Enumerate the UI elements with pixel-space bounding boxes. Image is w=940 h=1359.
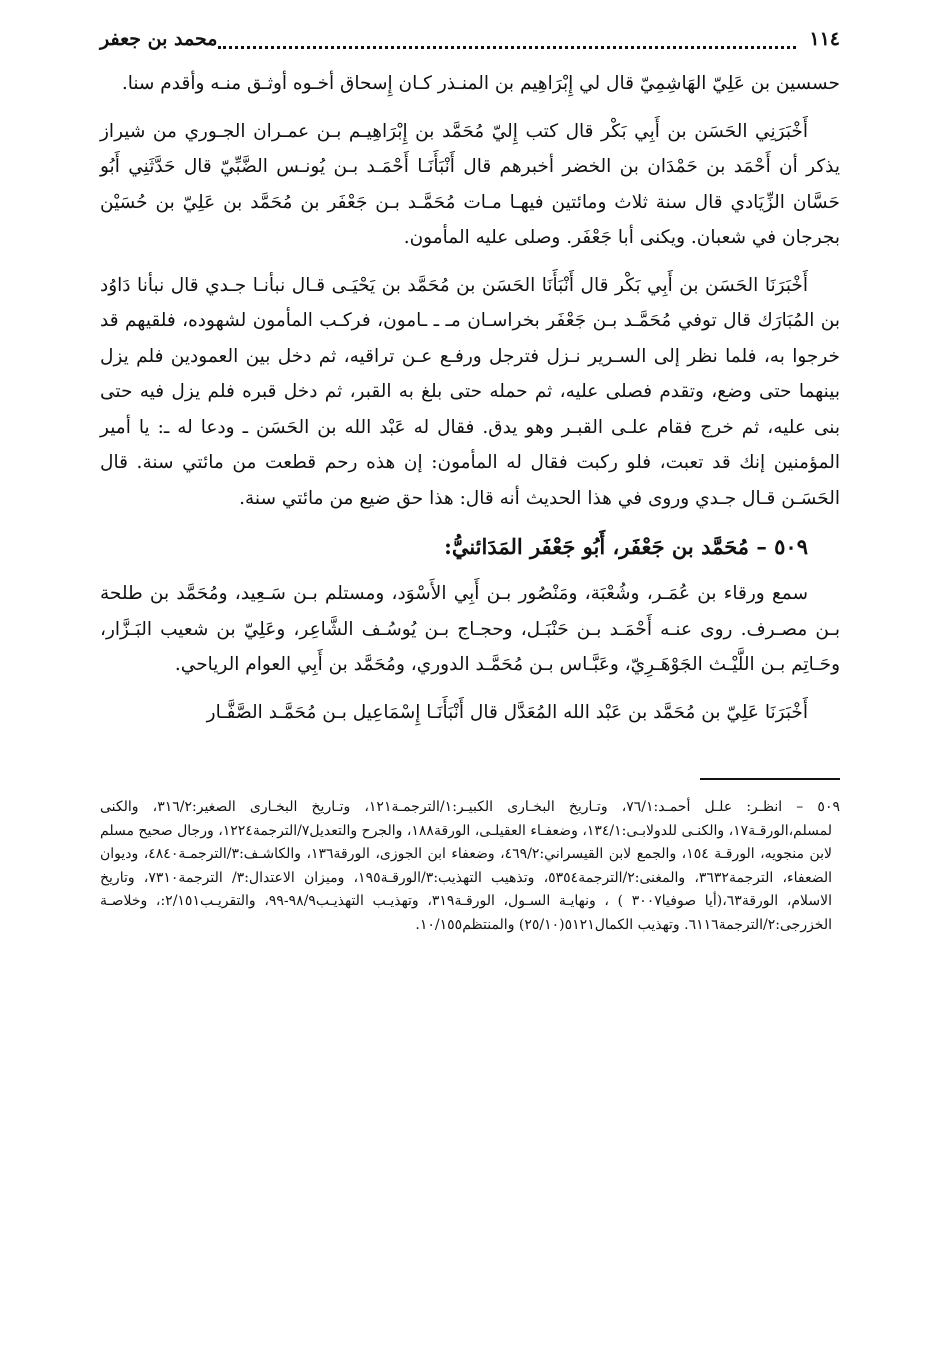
entry-paragraph: سمع ورقاء بن عُمَـر، وشُعْبَة، ومَنْصُور بـن أَبِي الأَسْوَد، ومستلم بـن سَـعِيد، ومُحَمَّد بن طلحة بـن مصـرف. روى عنـه أَحْمَـد بـن حَنْبَـل، وحجـاج بـن يُوسُـف الشَّاعِر، وعَلِيّ بن شعيب البَـزَّار، وحَـاتِم بـن اللَّيْـث الجَوْهَـرِيّ، وعَبَّـاس بـن مُحَمَّـد الدوري، ومُحَمَّد بن أَبِي العوام الرياحي. — [100, 583, 840, 675]
footnote: ٥٠٩ – انظـر: علـل أحمـد:٧٦/١، وتـاريخ البخـارى الكبيـر:١/الترجمـة١٢١، وتـاريخ البخـارى الصغير:٣١٦/٢، والكنى لمسلم،الورقـة١٧، والكنـى للدولابـى:١٣٤/١، وضعفـاء العقيلـى، الورقة١٨٨، والجرح والتعديل٧/الترجمة١٢٢٤، ورجال صحيح مسلم لابن منجويه، الورقـة ١٥٤، والجمع لابن القيسراني:٤٦٩/٢، وضعفاء ابن الجوزى، الورقة١٣٦، والكاشـف:٣/الترجمـة٤٨٤٠، وديوان الضعفاء، الترجمة٣٦٣٢، والمغنى:٢/الترجمة٥٣٥٤، وتذهيب التهذيب:٣/الورقـة١٩٥، وميزان الاعتدال:٣/ الترجمة٧٣١٠، وتاريخ الاسلام، الورقة٦٣،(أيا صوفيا٣٠٠٧ ) ، ونهايـة السـول، الورقـة٣١٩، وتهذيـب التهذيـب٩٨/٩-٩٩، والتقريـب٢/١٥١:، وخلاصـة الخزرجى:٢/الترجمة٦١١٦. وتهذيب الكمال٥١٢١(٢٥/١٠) والمنتظم١٠/١٥٥. — [100, 799, 840, 933]
main-text — [100, 66, 840, 730]
running-title: محمد بن جعفر — [100, 28, 218, 50]
paragraph: أَخْبَرَنِي الحَسَن بن أَبِي بَكْر قال كتب إِليّ مُحَمَّد بن إِبْرَاهِيـم بـن عمـران الجـوري من شيراز يذكر أن أَحْمَد بن حَمْدَان بن الخضر أخبرهم قال أَنْبَأَنَـا أَحْمَـد بـن يُونـس الضَّبِّيّ قال حَدَّثَنِي أَبُو حَسَّان الزِّيَادي قال سنة ثلاث ومائتين فيهـا مـات مُحَمَّـد بـن جَعْفَر بن مُحَمَّد بن عَلِيّ بن حُسَيْن بجرجان في شعبان. ويكنى أبا جَعْفَر. وصلى عليه المأمون. — [100, 120, 840, 248]
page-number: ١١٤ — [809, 28, 840, 50]
paragraph: أَخْبَرَنَا الحَسَن بن أَبِي بَكْر قال أَنْبَأَنَا الحَسَن بن مُحَمَّد بن يَحْيَـى قـال نبأنـا جـدي قال نبأنا دَاوُد بن المُبَارَك قال توفي مُحَمَّـد بـن جَعْفَر بخراسـان مـ ـ ـامون، فركـب المأمون لشهوده، فلقيهم قد خرجوا به، فلما نظر إلى السـرير نـزل فترجل ورفـع عـن تراقيه، ثم دخل بين العمودين فلم يزل بينهما حتى وضع، وتقدم فصلى عليه، ثم حمله حتى بلغ به القبر، ثم دخل قبره فلم يزل فيه حتى بنى عليه، ثم خرج فقام علـى القبـر وهو يدق. فقال له عَبْد الله بن الحَسَن ـ ودعا له ـ: يا أمير المؤمنين إنك قد تعبت، فلو ركبت فقال له المأمون: إن هذه رحم قطعت من مائتي سنة. قال الحَسَـن قـال جـدي وروى في هذا الحديث أنه قال: هذا حق ضيع من مائتي سنة. — [100, 274, 840, 509]
book-page — [100, 28, 840, 937]
page-header — [100, 28, 840, 62]
header-dotted-leader — [218, 30, 796, 49]
footnote-divider — [700, 778, 840, 780]
entry-paragraph: أَخْبَرَنَا عَلِيّ بن مُحَمَّد بن عَبْد الله المُعَدَّل قال أَنْبَأَنَـا إِسْمَاعِيل بـن مُحَمَّـد الصَّفَّـار — [206, 701, 808, 723]
entry-heading: ٥٠٩ – مُحَمَّد بن جَعْفَر، أَبُو جَعْفَر المَدَائنيُّ: — [444, 534, 808, 559]
paragraph-continuation: حسسين بن عَلِيّ الهَاشِمِيّ قال لي إِبْرَاهِيم بن المنـذر كـان إِسحاق أخـوه أوثـق منـه وأقدم سنا. — [121, 73, 840, 94]
